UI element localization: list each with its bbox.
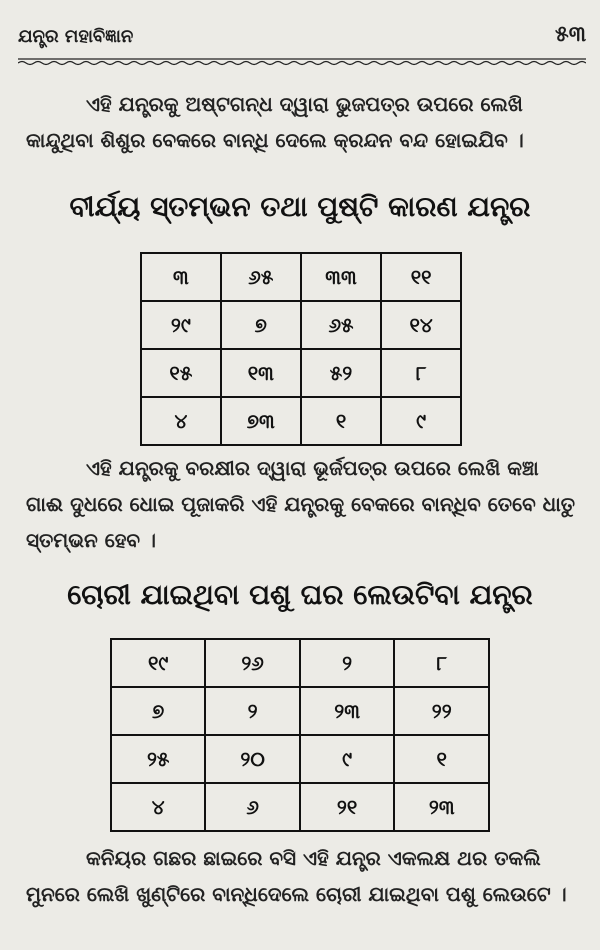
heading-2: ଚୋରୀ ଯାଇଥିବା ପଶୁ ଘର ଲେଉଟିବା ଯନ୍ତ୍ର xyxy=(67,578,533,611)
grid-cell: ୯ xyxy=(381,397,461,445)
grid-cell: ୭ xyxy=(111,687,205,735)
grid-cell: ୨୬ xyxy=(205,639,299,687)
grid-row xyxy=(111,735,489,783)
grid-row xyxy=(111,639,489,687)
grid-cell: ୬ xyxy=(205,783,299,831)
grid-cell: ୧ xyxy=(301,397,381,445)
grid-cell: ୨୩ xyxy=(300,687,395,735)
grid-cell: ୨୦ xyxy=(205,735,299,783)
paragraph-3 xyxy=(26,840,580,912)
header-wavy-rule xyxy=(18,56,586,66)
grid-cell: ୬୫ xyxy=(221,253,301,301)
grid-cell: ୪ xyxy=(141,397,221,445)
grid-cell: ୭ xyxy=(221,301,301,349)
grid-cell: ୨୧ xyxy=(300,783,395,831)
grid-row xyxy=(111,783,489,831)
grid-cell: ୫୨ xyxy=(301,349,381,397)
grid-row xyxy=(111,687,489,735)
grid-cell: ୧୧ xyxy=(381,253,461,301)
grid-cell: ୧୯ xyxy=(111,639,205,687)
grid-cell: ୧୪ xyxy=(381,301,461,349)
grid-cell: ୮ xyxy=(381,349,461,397)
paragraph-2-text: ଏହି ଯନ୍ତ୍ରକୁ ବରକ୍ଷୀର ଦ୍ୱାରା ଭୂର୍ଜପତ୍ର ଉପରେ ଲେଖି କଞ୍ଚା ଗାଈ ଦୁଧରେ ଧୋଇ ପୂଜାକରି ଏହି ଯନ୍ତ୍ରକୁ ବେକରେ ବାନ୍ଧିବ ତେବେ ଧାତୁ ସ୍ତମ୍ଭନ ହେବ । xyxy=(26,456,576,552)
grid-cell: ୨ xyxy=(205,687,299,735)
paragraph-2 xyxy=(26,450,580,558)
yantra-grid-2 xyxy=(110,638,490,832)
grid-cell: ୨୨ xyxy=(394,687,489,735)
heading-1: ବୀର୍ଯ୍ୟ ସ୍ତମ୍ଭନ ତଥା ପୁଷ୍ଟି କାରଣ ଯନ୍ତ୍ର xyxy=(69,190,531,223)
grid-cell: ୧୫ xyxy=(141,349,221,397)
page-header xyxy=(18,18,586,62)
grid-cell: ୪ xyxy=(111,783,205,831)
paragraph-1 xyxy=(26,86,580,158)
grid-cell: ୧୩ xyxy=(221,349,301,397)
grid-cell: ୩୩ xyxy=(301,253,381,301)
grid-cell: ୩ xyxy=(141,253,221,301)
grid-cell: ୨୩ xyxy=(394,783,489,831)
grid-cell: ୯ xyxy=(300,735,395,783)
grid-row xyxy=(141,253,461,301)
grid-cell: ୧ xyxy=(394,735,489,783)
grid-cell: ୮ xyxy=(394,639,489,687)
paragraph-1-text: ଏହି ଯନ୍ତ୍ରକୁ ଅଷ୍ଟଗନ୍ଧ ଦ୍ୱାରା ଭୁଜପତ୍ର ଉପରେ ଲେଖି କାନ୍ଦୁଥିବା ଶିଶୁର ବେକରେ ବାନ୍ଧି ଦେଲେ କ୍ରନ୍ଦନ ବନ୍ଦ ହୋଇଯିବ । xyxy=(26,92,524,152)
grid-row xyxy=(141,397,461,445)
grid-cell: ୨ xyxy=(300,639,395,687)
grid-row xyxy=(141,349,461,397)
paragraph-3-text: କନିୟର ଗଛର ଛାଇରେ ବସି ଏହି ଯନ୍ତ୍ର ଏକଲକ୍ଷ ଥର ତକଲି ମୁନରେ ଲେଖି ଖୁଣ୍ଟିରେ ବାନ୍ଧିଦେଲେ ଚୋରୀ ଯାଇଥିବା ପଶୁ ଲେଉଟେ । xyxy=(26,846,567,906)
page-number: ୫୩ xyxy=(554,22,586,47)
yantra-grid-1 xyxy=(140,252,462,446)
grid-row xyxy=(141,301,461,349)
grid-cell: ୨୫ xyxy=(111,735,205,783)
running-title: ଯନ୍ତ୍ର ମହାବିଜ୍ଞାନ xyxy=(18,26,134,47)
grid-cell: ୨୯ xyxy=(141,301,221,349)
grid-cell: ୬୫ xyxy=(301,301,381,349)
grid-cell: ୭୩ xyxy=(221,397,301,445)
